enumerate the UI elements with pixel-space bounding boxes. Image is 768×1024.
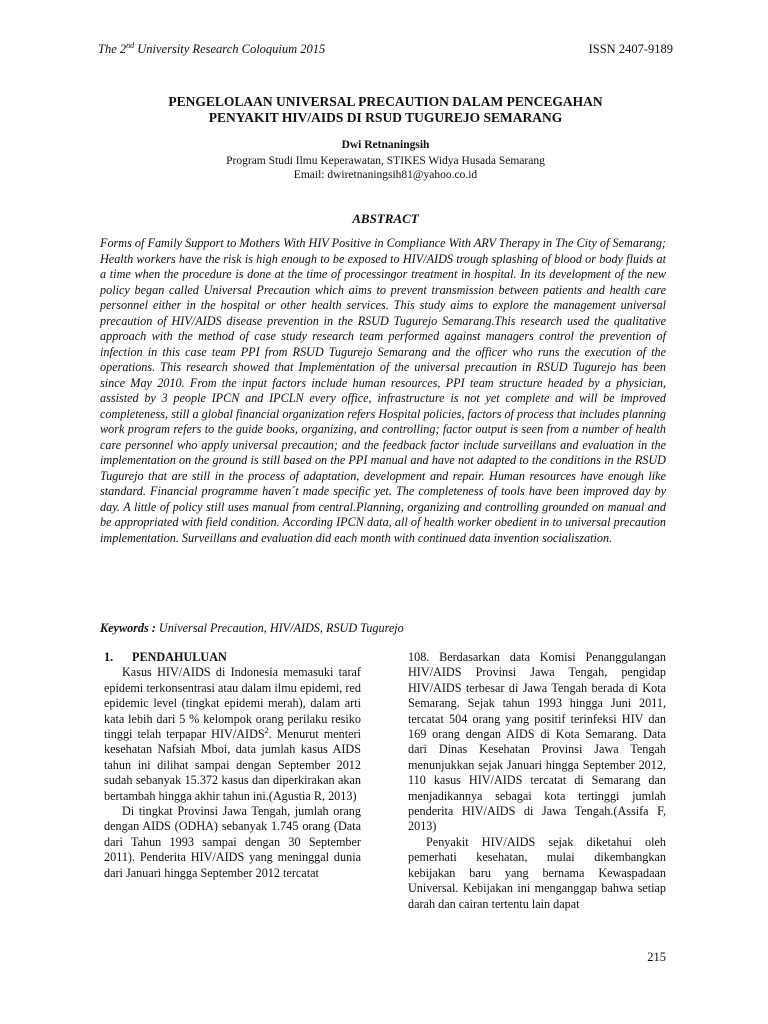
author-email: Email: dwiretnaningsih81@yahoo.co.id	[293, 169, 478, 181]
conference-name: The 2nd University Research Coloquium 2015	[98, 40, 326, 56]
abstract-heading: ABSTRACT	[352, 211, 419, 226]
paragraph-1: Kasus HIV/AIDS di Indonesia memasuki taraf epidemi terkonsentrasi atau dalam ilmu epidemi, red epidemic level (tingkat epidemi merah), dalam arti kata lebih dari 5 % kelompok orang perilaku resiko tinggi telah terpapar HIV/AIDS$^2$. Menurut menteri kesehatan Nafsiah Mboi, data jumlah kasus AIDS tahun ini dilihat sampai dengan September 2012 sudah sebanyak 15.372 kasus dan diperkirakan akan bertambah hingga akhir tahun ini.(Agustia R, 2013)	[104, 665, 362, 803]
page-number: 215	[647, 950, 666, 964]
section-heading: 1. PENDAHULUAN	[104, 650, 227, 664]
keywords-list: Universal Precaution, HIV/AIDS, RSUD Tugurejo	[155, 621, 404, 635]
paragraph-2: Di tingkat Provinsi Jawa Tengah, jumlah orang dengan AIDS (ODHA) sebanyak 1.745 orang (Data dari Tahun 1993 sampai dengan 30 September 2011). Penderita HIV/AIDS yang meninggal dunia dari Januari hingga September 2012 tercatat	[104, 804, 361, 880]
affiliation: Program Studi Ilmu Keperawatan, STIKES Widya Husada Semarang	[226, 155, 545, 167]
author-name: Dwi Retnaningsih	[341, 139, 430, 151]
title-line-2: PENYAKIT HIV/AIDS DI RSUD TUGUREJO SEMARANG	[208, 110, 563, 125]
keywords-label: Keywords :	[100, 621, 156, 635]
abstract-body: Forms of Family Support to Mothers With HIV Positive in Compliance With ARV Therapy in The City of Semarang; Health workers have the risk is high enough to be exposed to HIV/AIDS trough splashing of blood or body fluids at a time when the procedure is done at the time of processingor treatment in hospital. In its development of the new policy began called Universal Precaution which aims to prevent transmission between patients and health care personnel either in the hospital or other health services. This study aims to explore the management universal precaution of HIV/AIDS disease prevention in the RSUD Tugurejo Semarang.This research used the qualitative approach with the method of case study research team performed against managers control the prevention of infection in this case team PPI from RSUD Tugurejo Semarang and the officer who runs the execution of the operations. This research showed that Implementation of the universal precaution in RSUD Tugurejo has been since May 2010. From the input factors include human resources, PPI team structure headed by a physician, assisted by 3 people IPCN and IPCLN every office, infrastructure is not yet complete and will be improved completeness, still a global financial organization refers Hospital policies, factors of process that includes planning work program refers to the guide books, organizing, and controlling; factor output is seen from a number of health care personnel who apply universal precaution; and the feedback factor include surveillans and evaluation in the implementation on the ground is still based on the PPI manual and have not adapted to the conditions in the RSUD Tugurejo that are still in the process of adaptation, development and repair. Human resources have enough like standard. Financial programme haven´t made specific yet. The completeness of tools have been improved day by day. A little of policy still uses manual from central.Planning, organizing and controlling grounded on manual and be appropriated with field condition. According IPCN data, all of health worker obedient in to universal precaution implementation. Surveillans and evaluation did each month with continued data invention socialiszation.	[100, 236, 666, 545]
issn: ISSN 2407-9189	[588, 42, 673, 56]
author-affiliation-block	[98, 154, 673, 182]
paper-title	[98, 94, 673, 126]
paragraph-2-continued: 108. Berdasarkan data Komisi Penanggulangan HIV/AIDS Provinsi Jawa Tengah, pengidap HIV/AIDS terbesar di Jawa Tengah berada di Kota Semarang. Sejak tahun 1993 hingga Juni 2011, tercatat 504 orang yang positif terinfeksi HIV dan 169 orang dengan AIDS di Kota Semarang. Data dari Dinas Kesehatan Provinsi Jawa Tengah menunjukkan sejak Januari hingga September 2012, 110 kasus HIV/AIDS tercatat di Semarang dan menjadikannya sebagai kota tertinggi jumlah penderita HIV/AIDS di Jawa Tengah.(Assifa F, 2013)	[408, 650, 666, 834]
right-column	[408, 650, 666, 912]
title-line-1: PENGELOLAAN UNIVERSAL PRECAUTION DALAM PENCEGAHAN	[168, 94, 603, 109]
left-column	[104, 650, 361, 881]
paragraph-3: Penyakit HIV/AIDS sejak diketahui oleh pemerhati kesehatan, mulai dikembangkan kebijakan baru yang bernama Kewaspadaan Universal. Kebijakan ini menganggap bahwa setiap darah dan cairan tertentu lain dapat	[408, 834, 666, 911]
keywords	[100, 621, 666, 636]
